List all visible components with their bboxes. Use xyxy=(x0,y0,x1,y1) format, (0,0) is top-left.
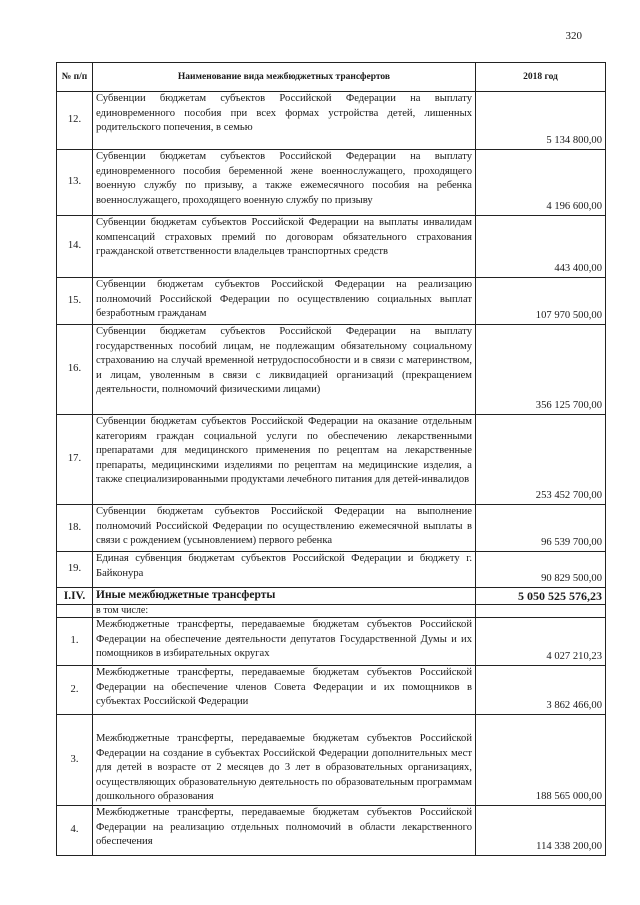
row-number: 4. xyxy=(57,806,93,856)
row-amount: 443 400,00 xyxy=(476,216,606,278)
subheading-number-cell xyxy=(57,605,93,618)
row-amount: 3 862 466,00 xyxy=(476,666,606,715)
row-number: 15. xyxy=(57,278,93,325)
section-amount: 5 050 525 576,23 xyxy=(476,588,606,605)
section-number: I.IV. xyxy=(57,588,93,605)
row-name: Межбюджетные трансферты, передаваемые бюджетам субъектов Российской Федерации на реализацию отдельных полномочий в области лекарственного обеспечения xyxy=(93,806,476,856)
row-amount: 107 970 500,00 xyxy=(476,278,606,325)
row-number: 17. xyxy=(57,415,93,505)
row-name: Субвенции бюджетам субъектов Российской Федерации на выполнение полномочий Российской Федерации по осуществлению ежемесячной выплаты в связи с рождением (усыновлением) первого ребенка xyxy=(93,505,476,552)
header-name: Наименование вида межбюджетных трансфертов xyxy=(93,63,476,92)
table-row xyxy=(57,150,606,216)
table-row xyxy=(57,666,606,715)
row-name: Субвенции бюджетам субъектов Российской Федерации на выплату единовременного пособия при всех формах устройства детей, лишенных родительского попечения, в семью xyxy=(93,92,476,150)
row-name: Субвенции бюджетам субъектов Российской Федерации на реализацию полномочий Российской Федерации по осуществлению социальных выплат безработным гражданам xyxy=(93,278,476,325)
row-number: 3. xyxy=(57,715,93,806)
row-name: Субвенции бюджетам субъектов Российской Федерации на выплаты инвалидам компенсаций страховых премий по договорам обязательного страхования гражданской ответственности владельцев транспортных средств xyxy=(93,216,476,278)
table-row xyxy=(57,325,606,415)
row-amount: 253 452 700,00 xyxy=(476,415,606,505)
table-header-row xyxy=(57,63,606,92)
row-amount: 4 196 600,00 xyxy=(476,150,606,216)
table-row xyxy=(57,278,606,325)
section-name: Иные межбюджетные трансферты xyxy=(93,588,476,605)
row-name: Субвенции бюджетам субъектов Российской Федерации на выплату единовременного пособия беременной жене военнослужащего, проходящего военную службу по призыву, а также ежемесячного пособия на ребенка военнослужащего, проходящего военную службу по призыву xyxy=(93,150,476,216)
subheading-amount-cell xyxy=(476,605,606,618)
table-row xyxy=(57,715,606,806)
section-row xyxy=(57,588,606,605)
row-number: 2. xyxy=(57,666,93,715)
row-number: 13. xyxy=(57,150,93,216)
row-number: 1. xyxy=(57,618,93,666)
row-amount: 114 338 200,00 xyxy=(476,806,606,856)
row-name: Субвенции бюджетам субъектов Российской Федерации на оказание отдельным категориям граждан социальной услуги по обеспечению лекарственными препаратами для медицинского применения по рецептам на лекарственные препараты, медицинскими изделиями по рецептам на медицинские изделия, а также специализированными продуктами лечебного питания для детей-инвалидов xyxy=(93,415,476,505)
subheading-text: в том числе: xyxy=(93,605,476,618)
row-name: Межбюджетные трансферты, передаваемые бюджетам субъектов Российской Федерации на обеспечение деятельности депутатов Государственной Думы и их помощников в избирательных округах xyxy=(93,618,476,666)
row-amount: 4 027 210,23 xyxy=(476,618,606,666)
table-row xyxy=(57,415,606,505)
row-amount: 90 829 500,00 xyxy=(476,552,606,588)
subheading-row xyxy=(57,605,606,618)
table-row xyxy=(57,216,606,278)
row-name: Межбюджетные трансферты, передаваемые бюджетам субъектов Российской Федерации на создание в субъектах Российской Федерации дополнительных мест для детей в возрасте от 2 месяцев до 3 лет в образовательных организациях, осуществляющих образовательную деятельность по образовательным программам дошкольного образования xyxy=(93,715,476,806)
row-number: 12. xyxy=(57,92,93,150)
row-name: Межбюджетные трансферты, передаваемые бюджетам субъектов Российской Федерации на обеспечение членов Совета Федерации и их помощников в субъектах Российской Федерации xyxy=(93,666,476,715)
row-amount: 5 134 800,00 xyxy=(476,92,606,150)
transfers-table xyxy=(56,62,606,856)
row-number: 18. xyxy=(57,505,93,552)
row-number: 14. xyxy=(57,216,93,278)
header-year: 2018 год xyxy=(476,63,606,92)
table-row xyxy=(57,505,606,552)
table-row xyxy=(57,618,606,666)
page-number: 320 xyxy=(565,30,582,42)
row-number: 16. xyxy=(57,325,93,415)
table-row xyxy=(57,552,606,588)
table-row xyxy=(57,92,606,150)
row-amount: 188 565 000,00 xyxy=(476,715,606,806)
row-name: Единая субвенция бюджетам субъектов Российской Федерации и бюджету г. Байконура xyxy=(93,552,476,588)
table-row xyxy=(57,806,606,856)
row-amount: 356 125 700,00 xyxy=(476,325,606,415)
row-name: Субвенции бюджетам субъектов Российской Федерации на выплату государственных пособий лицам, не подлежащим обязательному социальному страхованию на случай временной нетрудоспособности и в связи с материнством, и лицам, уволенным в связи с ликвидацией организаций (прекращением деятельности, полномочий физическими лицами) xyxy=(93,325,476,415)
row-amount: 96 539 700,00 xyxy=(476,505,606,552)
row-number: 19. xyxy=(57,552,93,588)
header-number: № п/п xyxy=(57,63,93,92)
